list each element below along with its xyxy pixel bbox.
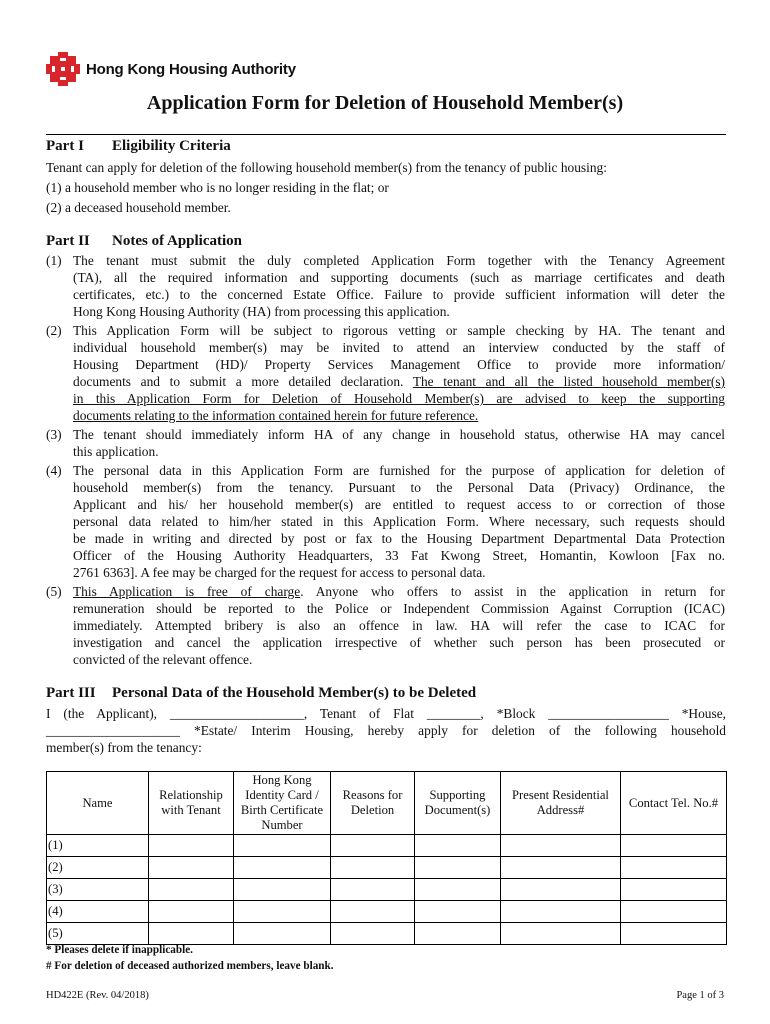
relationship-cell[interactable]: [149, 835, 234, 857]
free-of-charge-notice: This Application is free of charge: [73, 584, 301, 599]
hkid-cell[interactable]: [234, 857, 331, 879]
applicant-declaration-line2[interactable]: ____________________ *Estate/ Interim Housing, hereby apply for deletion of the following household: [46, 723, 726, 738]
note4-line: Officer of the Housing Authority Headquarters, 33 Fat Kwong Street, Homantin, Kowloon [Fax no.: [73, 548, 725, 563]
note2-line: This Application Form will be subject to rigorous vetting or sample checking by HA. The tenant and: [73, 323, 725, 338]
part2-heading: [46, 233, 242, 250]
reasons-cell[interactable]: [331, 901, 415, 923]
note5-number: (5): [46, 584, 62, 599]
note5-line: investigation and cancel the application irrespective of whether such person has been prosecuted or: [73, 635, 725, 650]
table-row: [47, 923, 727, 945]
note4-number: (4): [46, 463, 62, 478]
note5-line1-rest: . Anyone who offers to assist in the application in return for: [300, 584, 725, 599]
hkha-logo: [46, 52, 296, 86]
note4-line: 2761 6363]. A fee may be charged for the request for access to personal data.: [73, 565, 486, 580]
col-header-address: Present Residential Address#: [501, 772, 621, 835]
note4-line: Applicant and his/ her household member(s) are entitled to request access to or correction of those: [73, 497, 725, 512]
footnote-delete-inapplicable: * Pleases delete if inapplicable.: [46, 944, 193, 956]
footnote-deceased-members: # For deletion of deceased authorized members, leave blank.: [46, 960, 334, 972]
part1-intro: Tenant can apply for deletion of the following household member(s) from the tenancy of public housing:: [46, 160, 607, 175]
col-header-reasons: Reasons for Deletion: [331, 772, 415, 835]
reasons-cell[interactable]: [331, 857, 415, 879]
note1-line: The tenant must submit the duly completed Application Form together with the Tenancy Agreement: [73, 253, 725, 268]
table-row: [47, 901, 727, 923]
hkid-cell[interactable]: [234, 835, 331, 857]
contact-cell[interactable]: [621, 857, 727, 879]
address-cell[interactable]: [501, 835, 621, 857]
note5-line: remuneration should be reported to the Police or Independent Commission Against Corruption (ICAC): [73, 601, 725, 616]
hkid-cell[interactable]: [234, 879, 331, 901]
note2-line: individual household member(s) may be invited to attend an interview conducted by the staff of: [73, 340, 725, 355]
supporting-cell[interactable]: [415, 923, 501, 945]
note1-line: (TA), all the required information and supporting documents (such as marriage certificates and death: [73, 270, 725, 285]
applicant-declaration-line3: member(s) from the tenancy:: [46, 740, 202, 755]
col-header-supporting-documents: Supporting Document(s): [415, 772, 501, 835]
address-cell[interactable]: [501, 901, 621, 923]
note1-number: (1): [46, 253, 62, 268]
part1-item-2: (2) a deceased household member.: [46, 200, 231, 215]
supporting-cell[interactable]: [415, 879, 501, 901]
reasons-cell[interactable]: [331, 923, 415, 945]
note1-line: certificates, etc.) to the concerned Estate Office. Failure to provide sufficient information will deter the: [73, 287, 725, 302]
address-cell[interactable]: [501, 879, 621, 901]
part2-number: Part II: [46, 233, 90, 249]
part1-heading: [46, 138, 231, 155]
note4-line: The personal data in this Application Form are furnished for the purpose of application for deletion of: [73, 463, 725, 478]
hkid-cell[interactable]: [234, 901, 331, 923]
note2-underlined-advice: in this Application Form for Deletion of Household Member(s) are advised to keep the supporting: [73, 391, 725, 406]
page-number: Page 1 of 3: [676, 990, 724, 1001]
note2-line4-start: documents and to submit a more detailed declaration.: [73, 374, 413, 389]
address-cell[interactable]: [501, 857, 621, 879]
note4-line: personal data related to him/her stated in this Application Form. Where necessary, such requests should: [73, 514, 725, 529]
col-header-name: Name: [47, 772, 149, 835]
form-reference: HD422E (Rev. 04/2018): [46, 990, 149, 1001]
table-header-row: [47, 772, 727, 835]
note2-number: (2): [46, 323, 62, 338]
relationship-cell[interactable]: [149, 901, 234, 923]
note2-line: Housing Department (HD)/ Property Services Management Office to provide more information/: [73, 357, 725, 372]
contact-cell[interactable]: [621, 923, 727, 945]
contact-cell[interactable]: [621, 901, 727, 923]
relationship-cell[interactable]: [149, 857, 234, 879]
part2-title: Notes of Application: [112, 233, 243, 249]
note5-line: immediately. Attempted bribery is also an offence in law. HA will refer the case to ICAC for: [73, 618, 725, 633]
part1-title: Eligibility Criteria: [112, 138, 231, 154]
note3-number: (3): [46, 427, 62, 442]
note3-line: this application.: [73, 444, 159, 459]
contact-cell[interactable]: [621, 835, 727, 857]
supporting-cell[interactable]: [415, 857, 501, 879]
note4-line: household member(s) from the tenancy. Pursuant to the Personal Data (Privacy) Ordinance, the: [73, 480, 725, 495]
hkid-cell[interactable]: [234, 923, 331, 945]
supporting-cell[interactable]: [415, 835, 501, 857]
name-cell[interactable]: (3): [47, 879, 149, 901]
name-cell[interactable]: (2): [47, 857, 149, 879]
part3-number: Part III: [46, 685, 96, 701]
applicant-declaration-line1[interactable]: I (the Applicant), ____________________, Tenant of Flat ________, *Block __________________ *House,: [46, 706, 726, 721]
note5-line: [73, 583, 725, 600]
title-divider: [46, 134, 726, 135]
part1-number: Part I: [46, 138, 84, 154]
part3-title: Personal Data of the Household Member(s) to be Deleted: [112, 685, 477, 701]
table-row: [47, 879, 727, 901]
relationship-cell[interactable]: [149, 879, 234, 901]
note2-underlined-advice: documents relating to the information contained herein for future reference.: [73, 408, 479, 423]
note1-line: Hong Kong Housing Authority (HA) from processing this application.: [73, 304, 450, 319]
col-header-hkid: Hong Kong Identity Card / Birth Certificate Number: [234, 772, 331, 835]
col-header-contact: Contact Tel. No.#: [621, 772, 727, 835]
name-cell[interactable]: (1): [47, 835, 149, 857]
note4-line: be made in writing and directed by post or fax to the Housing Department Departmental Data Protection: [73, 531, 725, 546]
contact-cell[interactable]: [621, 879, 727, 901]
org-name: Hong Kong Housing Authority: [86, 60, 296, 78]
col-header-relationship: Relationship with Tenant: [149, 772, 234, 835]
name-cell[interactable]: (5): [47, 923, 149, 945]
note5-line: convicted of the relevant offence.: [73, 652, 253, 667]
reasons-cell[interactable]: [331, 879, 415, 901]
name-cell[interactable]: (4): [47, 901, 149, 923]
supporting-cell[interactable]: [415, 901, 501, 923]
household-members-table: [46, 771, 727, 945]
reasons-cell[interactable]: [331, 835, 415, 857]
relationship-cell[interactable]: [149, 923, 234, 945]
part1-item-1: (1) a household member who is no longer residing in the flat; or: [46, 180, 389, 195]
address-cell[interactable]: [501, 923, 621, 945]
part3-heading: [46, 685, 476, 702]
form-title: Application Form for Deletion of Household Member(s): [146, 92, 624, 114]
table-row: [47, 835, 727, 857]
hkha-logo-icon: [46, 52, 80, 86]
note2-line: [73, 373, 725, 390]
note3-line: The tenant should immediately inform HA of any change in household status, otherwise HA may cancel: [73, 427, 725, 442]
table-row: [47, 857, 727, 879]
note2-underlined-advice: The tenant and all the listed household member(s): [412, 374, 725, 389]
